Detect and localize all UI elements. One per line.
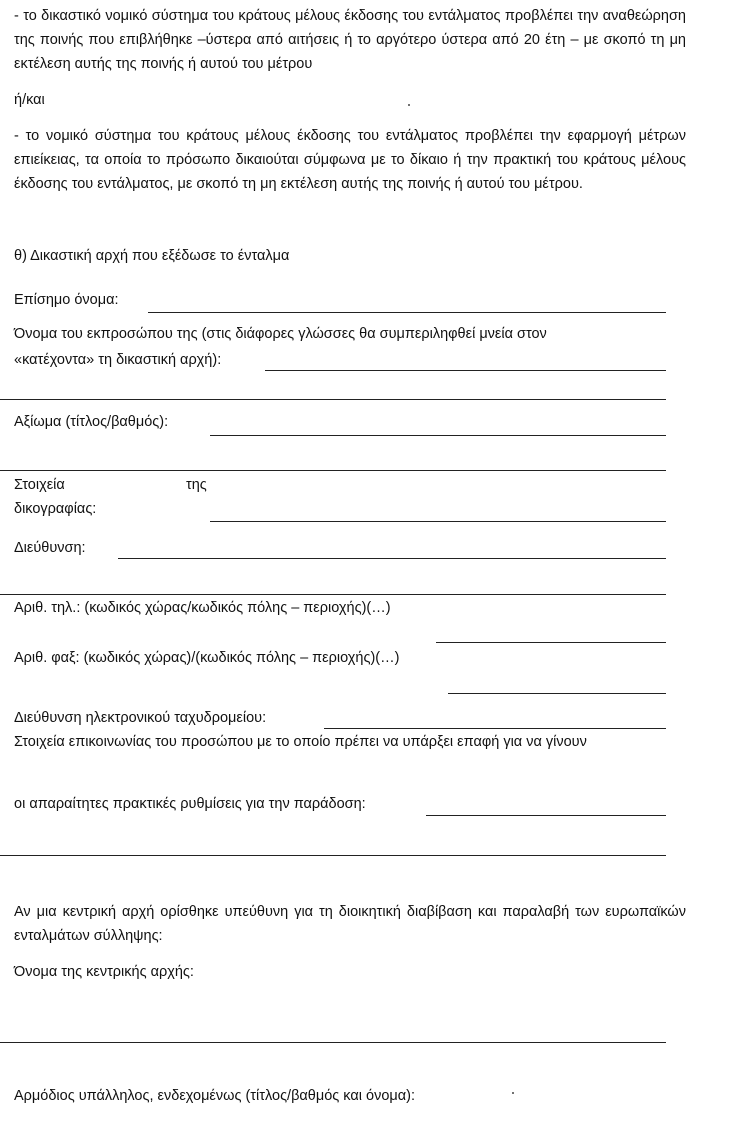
responsible-officer-label: Αρμόδιος υπάλληλος, ενδεχομένως (τίτλος/βαθμός και όνομα): bbox=[14, 1088, 415, 1104]
rank-field-continuation[interactable] bbox=[0, 470, 666, 471]
and-or-connector: ή/και bbox=[14, 92, 45, 108]
central-authority-intro: Αν μια κεντρική αρχή ορίσθηκε υπεύθυνη για τη διοικητική διαβίβαση και παραλαβή των ευρωπαϊκών ενταλμάτων σύλληψης: bbox=[14, 904, 686, 944]
representative-label-line2: «κατέχοντα» τη δικαστική αρχή): bbox=[14, 352, 222, 368]
email-field[interactable] bbox=[324, 728, 666, 729]
file-ref-label-word3: δικογραφίας: bbox=[14, 501, 97, 517]
phone-label: Αριθ. τηλ.: (κωδικός χώρας/κωδικός πόλης – περιοχής)(…) bbox=[14, 600, 391, 616]
email-label: Διεύθυνση ηλεκτρονικού ταχυδρομείου: bbox=[14, 710, 267, 726]
address-field[interactable] bbox=[118, 558, 666, 559]
intro-clause: - το δικαστικό νομικό σύστημα του κράτους μέλους έκδοσης του εντάλματος προβλέπει την αναθεώρηση της ποινής που επιβλήθηκε –ύστερα από αιτήσεις ή το αργότερο ύστερα από 20 έτη – με σκοπό τη μη εκτέλεση αυτής της ποινής ή αυτού του μέτρου bbox=[14, 8, 686, 72]
contact-person-label-line1: Στοιχεία επικοινωνίας του προσώπου με το οποίο πρέπει να υπάρξει επαφή για να γίνουν bbox=[14, 734, 587, 750]
central-authority-name-label: Όνομα της κεντρικής αρχής: bbox=[14, 964, 194, 980]
rank-label: Αξίωμα (τίτλος/βαθμός): bbox=[14, 414, 169, 430]
scan-speck bbox=[512, 1092, 514, 1094]
file-ref-label-word2: της bbox=[186, 477, 207, 493]
phone-field[interactable] bbox=[436, 642, 666, 643]
contact-person-field-continuation[interactable] bbox=[0, 855, 666, 856]
file-ref-field[interactable] bbox=[210, 521, 666, 522]
representative-field-continuation[interactable] bbox=[0, 399, 666, 400]
fax-field[interactable] bbox=[448, 693, 666, 694]
clemency-clause: - το νομικό σύστημα του κράτους μέλους έκδοσης του εντάλματος προβλέπει την εφαρμογή μέτρων επιείκειας, τα οποία το πρόσωπο δικαιούται σύμφωνα με το δίκαιο ή την πρακτική του κράτους μέλους έκδοσης του εντάλματος, με σκοπό τη μη εκτέλεση αυτής της ποινής ή αυτού του μέτρου. bbox=[14, 128, 686, 192]
section-heading: θ) Δικαστική αρχή που εξέδωσε το ένταλμα bbox=[14, 248, 290, 264]
central-authority-name-field[interactable] bbox=[0, 1042, 666, 1043]
fax-label: Αριθ. φαξ: (κωδικός χώρας)/(κωδικός πόλης – περιοχής)(…) bbox=[14, 650, 400, 666]
scan-speck bbox=[408, 104, 410, 106]
representative-field[interactable] bbox=[265, 370, 666, 371]
address-label: Διεύθυνση: bbox=[14, 540, 86, 556]
representative-label-line1: Όνομα του εκπροσώπου της (στις διάφορες γλώσσες θα συμπεριληφθεί μνεία στον bbox=[14, 326, 547, 342]
file-ref-label-word1: Στοιχεία bbox=[14, 477, 65, 493]
rank-field[interactable] bbox=[210, 435, 666, 436]
contact-person-label-line2: οι απαραίτητες πρακτικές ρυθμίσεις για την παράδοση: bbox=[14, 796, 366, 812]
official-name-field[interactable] bbox=[148, 312, 666, 313]
address-field-continuation[interactable] bbox=[0, 594, 666, 595]
contact-person-field[interactable] bbox=[426, 815, 666, 816]
official-name-label: Επίσημο όνομα: bbox=[14, 292, 119, 308]
